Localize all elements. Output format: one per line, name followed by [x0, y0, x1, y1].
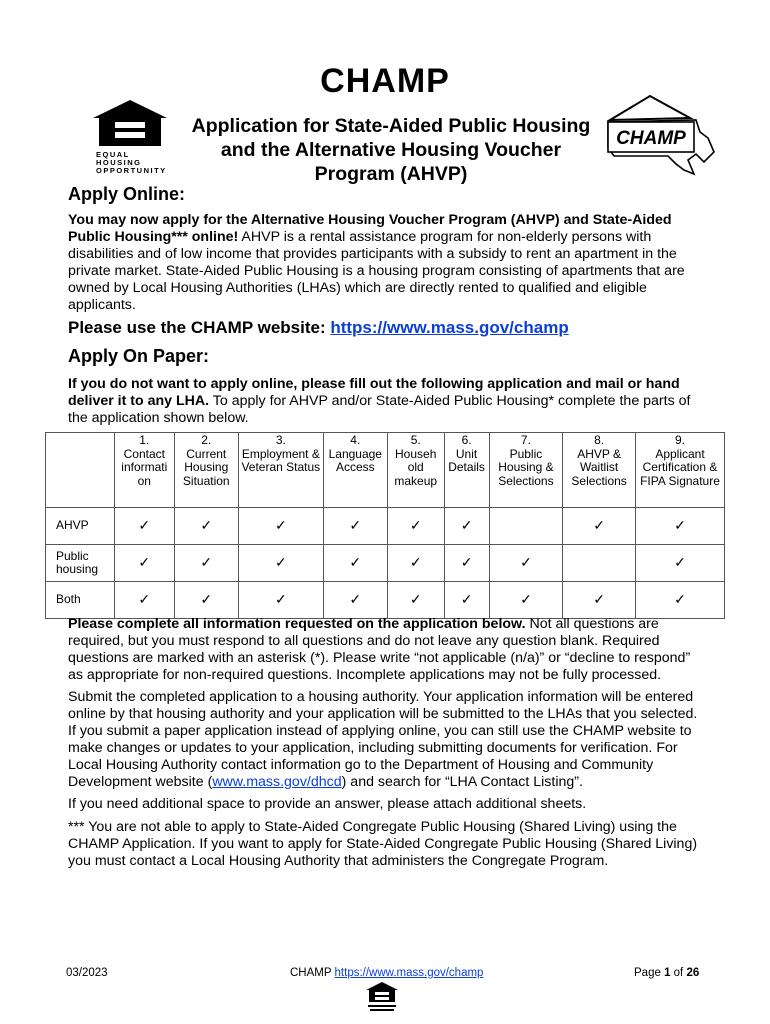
checkmark-icon: ✓ — [138, 590, 151, 607]
table-cell — [238, 545, 323, 582]
table-header-row — [46, 433, 725, 508]
table-row-label: Public housing — [46, 545, 115, 582]
champ-logo-text: CHAMP — [616, 128, 686, 149]
footer-equal-housing-icon — [366, 982, 398, 1012]
champ-website-link[interactable]: https://www.mass.gov/champ — [330, 318, 569, 337]
table-cell — [636, 508, 725, 545]
subtitle-line-3: Program (AHVP) — [314, 163, 468, 185]
checkmark-icon: ✓ — [200, 553, 213, 570]
page-current: 1 — [664, 967, 671, 979]
table-cell — [563, 508, 636, 545]
table-column-header: 9. Applicant Certification & FIPA Signature — [636, 433, 725, 508]
house-icon — [93, 100, 167, 146]
page-of: of — [670, 967, 687, 979]
checkmark-icon: ✓ — [409, 516, 422, 533]
apply-online-bold: You may now apply for the Alternative Housing Voucher Program (AHVP) and State-Aided Public Housing*** online! — [68, 212, 672, 245]
table-row-label: Both — [46, 582, 115, 619]
checkmark-icon: ✓ — [349, 516, 362, 533]
checkmark-icon: ✓ — [200, 516, 213, 533]
table-cell — [444, 508, 489, 545]
checkmark-icon: ✓ — [460, 590, 473, 607]
checkmark-icon: ✓ — [349, 590, 362, 607]
table-cell — [387, 582, 444, 619]
instructions-paragraph-4: *** You are not able to apply to State-Aided Congregate Public Housing (Shared Living) using the CHAMP Application. If you want to apply for State-Aided Congregate Public Housing (Shared Living) you must contact a Local Housing Authority that administers the Congregate Program. — [68, 819, 698, 869]
footer-date: 03/2023 — [66, 967, 108, 979]
page-prefix: Page — [634, 967, 665, 979]
checkmark-icon: ✓ — [409, 553, 422, 570]
checkmark-icon: ✓ — [274, 553, 287, 570]
instructions-paragraph-2 — [68, 689, 708, 791]
table-cell — [323, 545, 387, 582]
apply-paper-bold: If you do not want to apply online, please fill out the following application and mail or hand deliver it to any LHA. — [68, 376, 680, 409]
table-column-header: 3. Employment & Veteran Status — [238, 433, 323, 508]
table-corner-cell — [46, 433, 115, 508]
table-row-label: AHVP — [46, 508, 115, 545]
checkmark-icon: ✓ — [138, 553, 151, 570]
table-column-header: 7. Public Housing & Selections — [489, 433, 563, 508]
apply-online-heading: Apply Online: — [68, 184, 185, 204]
table-cell — [387, 508, 444, 545]
checkmark-icon: ✓ — [674, 516, 686, 533]
instructions-paragraph-1 — [68, 616, 708, 684]
table-cell — [489, 508, 563, 545]
eho-text-line2: OPPORTUNITY — [96, 166, 167, 175]
table-cell — [444, 545, 489, 582]
checkmark-icon: ✓ — [593, 516, 605, 533]
table-cell — [115, 545, 175, 582]
checkmark-icon: ✓ — [274, 516, 287, 533]
apply-paper-paragraph — [68, 376, 708, 427]
table-body — [46, 508, 725, 619]
checkmark-icon: ✓ — [349, 553, 362, 570]
footer-champ-link[interactable]: https://www.mass.gov/champ — [334, 967, 484, 979]
page-total: 26 — [686, 967, 700, 979]
table-row — [46, 508, 725, 545]
eho-text-line1: EQUAL HOUSING — [96, 150, 142, 167]
equal-housing-logo — [93, 100, 169, 175]
instructions-body-2: Submit the completed application to a housing authority. Your application information will be entered online by that housing authority and your application will be submitted to the LHAs that you selected. If you submit a paper application instead of applying online, you can still use the CHAMP website to make changes or updates to your application, including submitting documents for verification. For Local Housing Authority contact information go to the Department of Housing and Community Development website ( — [68, 689, 698, 790]
apply-paper-body: To apply for AHVP and/or State-Aided Public Housing* complete the parts of the application shown below. — [68, 393, 691, 426]
table-cell — [323, 508, 387, 545]
table-cell — [636, 582, 725, 619]
dhcd-website-link[interactable]: www.mass.gov/dhcd — [212, 774, 342, 790]
checkmark-icon: ✓ — [274, 590, 287, 607]
checkmark-icon: ✓ — [520, 553, 532, 570]
table-cell — [174, 508, 238, 545]
website-prefix: Please use the CHAMP website: — [68, 318, 331, 337]
instructions-bold: Please complete all information requested on the application below. — [68, 616, 526, 632]
footer-center — [290, 967, 483, 979]
footer-center-prefix: CHAMP — [290, 967, 335, 979]
champ-massachusetts-logo — [604, 90, 716, 178]
table-cell — [174, 582, 238, 619]
table-cell — [174, 545, 238, 582]
table-cell — [115, 508, 175, 545]
table-cell — [238, 582, 323, 619]
instructions-paragraph-3: If you need additional space to provide an answer, please attach additional sheets. — [68, 796, 587, 812]
application-parts-table — [45, 432, 725, 619]
checkmark-icon: ✓ — [200, 590, 213, 607]
checkmark-icon: ✓ — [520, 590, 532, 607]
table-cell — [489, 545, 563, 582]
apply-online-paragraph — [68, 212, 708, 314]
subtitle-line-1: Application for State-Aided Public Housing — [191, 115, 591, 137]
checkmark-icon: ✓ — [674, 590, 686, 607]
table-row — [46, 582, 725, 619]
table-column-header: 6. Unit Details — [444, 433, 489, 508]
table-column-header: 1. Contact informati on — [115, 433, 175, 508]
champ-website-line — [68, 318, 569, 338]
instructions-body-2-end: ) and search for “LHA Contact Listing”. — [341, 774, 583, 790]
table-cell — [238, 508, 323, 545]
table-column-header: 5. Househ old makeup — [387, 433, 444, 508]
checkmark-icon: ✓ — [460, 553, 473, 570]
checkmark-icon: ✓ — [138, 516, 151, 533]
checkmark-icon: ✓ — [409, 590, 422, 607]
apply-paper-heading: Apply On Paper: — [68, 346, 210, 366]
table-cell — [444, 582, 489, 619]
table-cell — [636, 545, 725, 582]
footer-page-number — [634, 967, 699, 979]
table-cell — [387, 545, 444, 582]
checkmark-icon: ✓ — [593, 590, 605, 607]
table-cell — [563, 582, 636, 619]
table-column-header: 4. Language Access — [323, 433, 387, 508]
table-cell — [323, 582, 387, 619]
table-column-header: 2. Current Housing Situation — [174, 433, 238, 508]
apply-online-body: AHVP is a rental assistance program for non-elderly persons with disabilities and of low income that provides participants with a subsidy to rent an apartment in the private market. State-Aided Public Housing is a housing program consisting of apartments that are owned by Local Housing Authorities (LHAs) which are directly rented to qualified and eligible applicants. — [68, 229, 685, 313]
instructions-body-1: Not all questions are required, but you must respond to all questions and do not leave any question blank. Required questions are marked with an asterisk (*). Please write “not applicable (n/a)” or “decline to respond” as appropriate for non-required questions. Incomplete applications may not be fully processed. — [68, 616, 691, 683]
table-cell — [563, 545, 636, 582]
table-cell — [115, 582, 175, 619]
application-subtitle — [186, 114, 596, 186]
checkmark-icon: ✓ — [674, 553, 686, 570]
checkmark-icon: ✓ — [460, 516, 473, 533]
subtitle-line-2: and the Alternative Housing Voucher — [220, 139, 562, 161]
document-title: CHAMP — [320, 62, 450, 100]
table-cell — [489, 582, 563, 619]
table-row — [46, 545, 725, 582]
table-column-header: 8. AHVP & Waitlist Selections — [563, 433, 636, 508]
